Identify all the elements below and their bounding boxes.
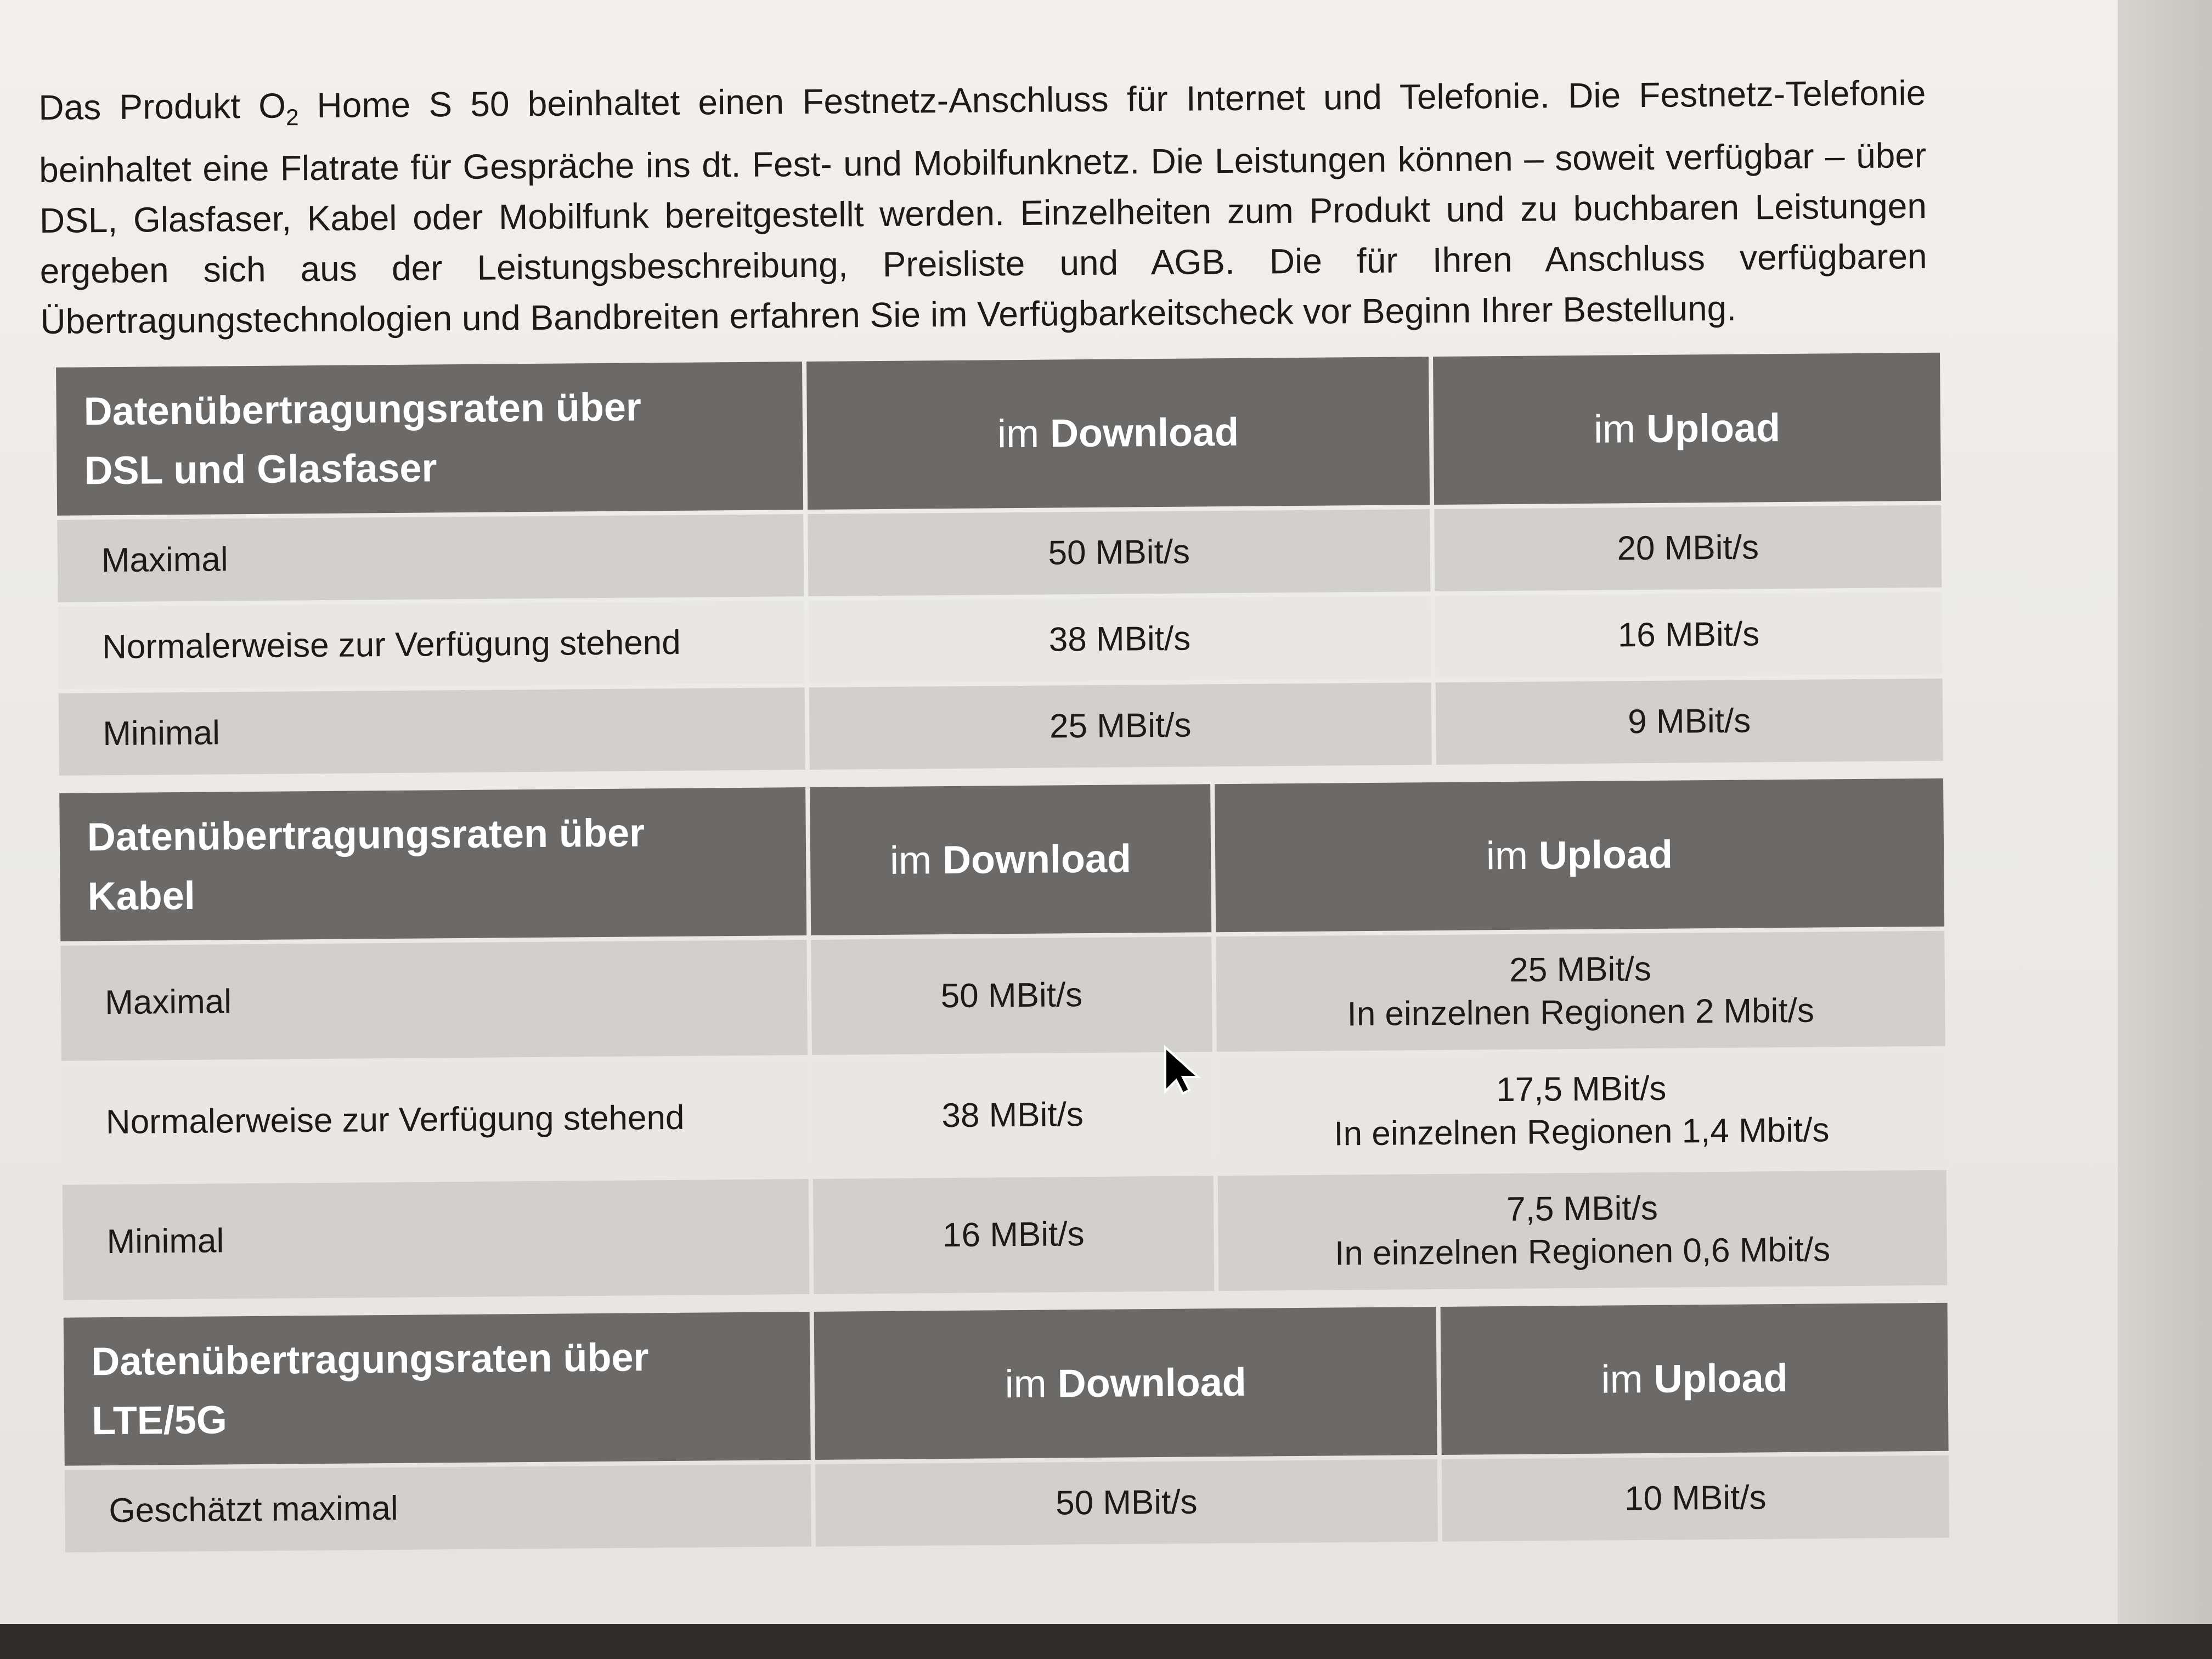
monitor-bottom-bezel	[0, 1624, 2212, 1659]
upload-header-prefix: im	[1601, 1357, 1654, 1402]
upload-note: In einzelnen Regionen 2 Mbit/s	[1347, 991, 1815, 1034]
row-label: Minimal	[63, 1179, 810, 1300]
download-header-bold: Download	[1049, 410, 1239, 456]
table-row	[65, 1455, 1949, 1553]
row-label: Maximal	[57, 514, 804, 602]
row-label: Maximal	[60, 940, 808, 1061]
table-title	[56, 362, 803, 516]
intro-text-a: Das Produkt O	[38, 86, 286, 127]
download-value: 16 MBit/s	[813, 1176, 1214, 1294]
upload-note: In einzelnen Regionen 0,6 Mbit/s	[1334, 1231, 1831, 1273]
upload-header-prefix: im	[1593, 407, 1647, 452]
table-title	[64, 1312, 811, 1466]
row-label: Normalerweise zur Verfügung stehend	[61, 1059, 809, 1181]
row-label: Minimal	[59, 687, 805, 776]
table-title-line1: Datenübertragungsraten über	[87, 811, 645, 860]
download-value: 38 MBit/s	[808, 596, 1431, 683]
screen-right-edge	[2118, 0, 2212, 1624]
download-header-bold: Download	[942, 837, 1132, 882]
table-title-line2: DSL und Glasfaser	[84, 446, 437, 493]
upload-value: 20 MBit/s	[1434, 505, 1942, 591]
upload-cell	[1217, 1170, 1947, 1291]
row-label: Geschätzt maximal	[65, 1464, 811, 1553]
upload-value: 10 MBit/s	[1442, 1455, 1949, 1542]
upload-note: In einzelnen Regionen 1,4 Mbit/s	[1334, 1111, 1830, 1153]
download-value: 38 MBit/s	[812, 1056, 1213, 1175]
upload-cell	[1216, 931, 1945, 1052]
intro-subscript: 2	[285, 104, 299, 131]
upload-value: 17,5 MBit/s	[1496, 1069, 1667, 1109]
download-header-prefix: im	[997, 411, 1051, 456]
upload-value: 7,5 MBit/s	[1506, 1189, 1658, 1228]
row-label: Normalerweise zur Verfügung stehend	[58, 601, 805, 689]
table-row	[59, 679, 1943, 776]
upload-header-bold: Upload	[1538, 832, 1673, 878]
upload-header	[1441, 1303, 1949, 1455]
intro-paragraph	[38, 67, 1928, 347]
intro-text-b: Home S 50 beinhaltet einen Festnetz-Anschluss für Internet und Telefonie. Die Festnetz-Telefonie beinhaltet eine Flatrate für Gespräche ins dt. Fest- und Mobilfunknetz. Die Leistungen können – soweit verfügbar – über DSL, Glasfaser, Kabel oder Mobilfunk bereitgestellt werden. Einzelheiten zum Produkt und zu buchbaren Leistungen ergeben sich aus der Leistungsbeschreibung, Preisliste und AGB. Die für Ihren Anschluss verfügbaren Übertragungstechnologien und Bandbreiten erfahren Sie im Verfügbarkeitscheck vor Beginn Ihrer Bestellung.	[38, 72, 1927, 341]
table-title-line1: Datenübertragungsraten über	[83, 385, 642, 434]
mouse-pointer-icon	[1163, 1045, 1201, 1094]
table-lte-5g	[59, 1298, 1954, 1556]
table-title-line1: Datenübertragungsraten über	[91, 1335, 649, 1384]
table-title-line2: Kabel	[87, 873, 196, 919]
upload-header-bold: Upload	[1646, 405, 1781, 451]
upload-header-bold: Upload	[1654, 1356, 1788, 1401]
upload-header	[1215, 778, 1944, 932]
table-header-row	[56, 353, 1941, 516]
table-row	[57, 505, 1942, 602]
download-header	[806, 357, 1430, 510]
table-title-line2: LTE/5G	[91, 1398, 228, 1443]
table-dsl-glasfaser	[52, 348, 1948, 780]
table-row	[63, 1170, 1948, 1300]
download-header	[810, 784, 1211, 935]
download-header	[814, 1307, 1437, 1460]
table-header-row	[64, 1303, 1949, 1466]
upload-header	[1433, 353, 1941, 505]
upload-value: 9 MBit/s	[1436, 679, 1943, 765]
table-row	[58, 592, 1943, 689]
upload-value: 16 MBit/s	[1435, 592, 1942, 678]
document-page	[38, 67, 1959, 1557]
download-header-prefix: im	[889, 838, 943, 883]
download-value: 50 MBit/s	[815, 1459, 1438, 1547]
download-value: 50 MBit/s	[808, 509, 1430, 596]
download-value: 50 MBit/s	[811, 936, 1212, 1055]
download-header-prefix: im	[1005, 1362, 1058, 1407]
download-header-bold: Download	[1057, 1360, 1246, 1406]
table-kabel	[55, 774, 1951, 1305]
upload-cell	[1217, 1051, 1946, 1171]
table-row	[61, 1051, 1946, 1181]
table-title	[59, 787, 806, 941]
upload-value: 25 MBit/s	[1509, 950, 1652, 989]
upload-header-prefix: im	[1486, 833, 1539, 878]
download-value: 25 MBit/s	[809, 682, 1432, 770]
table-header-row	[59, 778, 1944, 941]
table-row	[60, 931, 1945, 1061]
